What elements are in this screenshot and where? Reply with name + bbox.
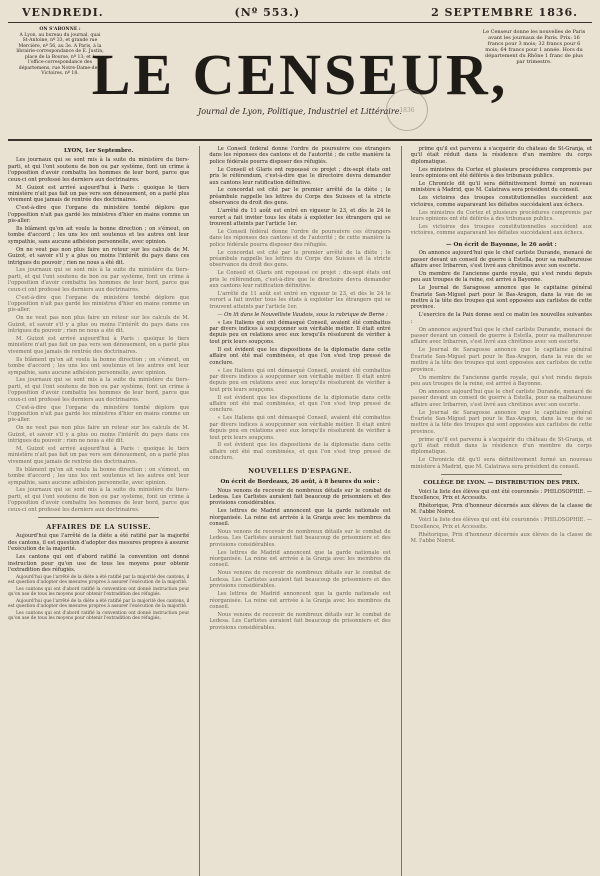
paragraph: L'exercice de la Paix donne seul ce matin les nouvelles suivantes :	[410, 312, 592, 325]
article-columns	[8, 146, 592, 876]
paragraph: Ils blâment qu'on ait voulu la bonne direction ; on s'émeut, on tombe d'accord ; les uns les ont soutenus et les autres ont leur sympathie, sans aucune adhésion personnelle, avec opinion.	[8, 466, 190, 486]
column-1	[8, 146, 189, 876]
paragraph: Les ministres du Cortez et plusieurs procédures compromis par leurs opinions ont été déférés à des tribunaux publics.	[410, 166, 592, 180]
paragraph: Les lettres de Madrid annoncent que la garde nationale est réorganisée. La reine est arrivée à la Granja avec les membres du conseil.	[209, 508, 391, 528]
newspaper-subtitle: Journal de Lyon, Politique, Industriel et Littéraire.	[198, 107, 402, 116]
paragraph: Ils blâment qu'on ait voulu la bonne direction ; on s'émeut, on tombe d'accord ; les uns les ont soutenus et les autres ont leur sympathie, sans aucune adhésion personnelle, avec opinion.	[8, 225, 190, 245]
paragraph: On annonce aujourd'hui que le chef carliste Durande, menacé de passer devant un conseil de guerre à Estella, pour sa malheureuse affaire avec Iribarren, s'est livré aux chrétinos avec son escorte.	[410, 388, 592, 408]
paragraph: Le Journal de Saragosse annonce que le capitaine général Évariste San-Miguel part pour le Bas-Aragon, dans la vue de se mettre à la tête des troupes qui sont opposées aux carlistes de cette province.	[410, 285, 592, 311]
subscription-text: A Lyon, au bureau du journal, quai St-Antoine, nº 33, et grande rue Mercière, nº 56, au 3e. A Paris, à la librairie-correspondance de E. Justin, place de la Bourse, nº 13; et à l'office-correspondance des départemens, rue Notre-Dame-des-Victoires, nº 18.	[16, 32, 104, 76]
paragraph: Le Conseil et Glaris ont repoussé ce projet ; dix-sept états ont pris le référendum, c'est-à-dire que le directoire devra demander aux cantons leur ratification définitive.	[209, 270, 391, 290]
section-heading-college: COLLÈGE DE LYON. — DISTRIBUTION DES PRIX.	[423, 480, 580, 487]
paragraph: Le concordat est cité par le premier arrêté de la diète ; le préambule rappelle les lettres du Corps des Suisses et la stricte observance du droit des gens.	[209, 187, 391, 207]
paragraph: Nous venons de recevoir de nombreux détails sur le combat de Ledesa. Les Carlistes auraient fait beaucoup de prisonniers et des provisions considérables.	[209, 487, 391, 507]
paragraph: Il est évident que les dispositions de la diplomatie dans cette affaire ont été mal combinées, et que l'on s'est trop pressé de conclure.	[209, 442, 391, 462]
divider	[441, 474, 562, 475]
italic-intro: — On lit dans le Nouvelliste Vaudois, sous la rubrique de Berne :	[217, 311, 388, 318]
price-info: Le Censeur donne les nouvelles de Paris avant les journaux de Paris. Prix: 16 francs pour 3 mois; 32 francs pour 6 mois; 64 francs pour 1 année. Hors du département du Rhône 1 franc de plus par trimestre.	[482, 29, 586, 65]
paragraph: Le Journal de Saragosse annonce que le capitaine général Évariste San-Miguel part pour le Bas-Aragon, dans la vue de se mettre à la tête des troupes qui sont opposées aux carlistes de cette province.	[410, 347, 592, 373]
paragraph: Le Journal de Saragosse annonce que le capitaine général Évariste San-Miguel part pour le Bas-Aragon, dans la vue de se mettre à la tête des troupes qui sont opposées aux carlistes de cette province.	[410, 409, 592, 435]
footnote: Les cantons qui ont d'abord ratifié la convention ont donné instruction pour qu'on use de tous les moyens pour obtenir l'extradition des réfugiés.	[8, 586, 190, 597]
paragraph: M. Guizot est arrivé aujourd'hui à Paris : quoique le tiers ministère n'ait pas fait un pas vers son dénouement, on a parlé plus vivement que jamais de rentrée des doctrinaires.	[8, 445, 190, 465]
paragraph: Les victoires des troupes constitutionnelles succèdent aux victoires, comme auparavant les défaites succédaient aux échecs.	[410, 223, 592, 237]
paragraph: Ils blâment qu'on ait voulu la bonne direction ; on s'émeut, on tombe d'accord ; les uns les ont soutenus et les autres ont leur sympathie, sans aucune adhésion personnelle, avec opinion.	[8, 356, 190, 376]
paragraph: Le Conseil et Glaris ont repoussé ce projet ; dix-sept états ont pris le référendum, c'est-à-dire que le directoire devra demander aux cantons leur ratification définitive.	[209, 166, 391, 186]
paragraph: On ne veut pas non plus faire un retour sur les calculs de M. Guizot, et savoir s'il y a plus ou moins l'intérêt du pays dans ces intrigues du pouvoir ; rien ne nous a été dit.	[8, 425, 190, 445]
paragraph: Les journaux qui se sont mis à la suite du ministère du tiers-parti, et qui l'ont soutenu de bon ou par système, font un crime à l'opposition d'avoir combattu les hommes de leur bord, parce que ceux-ci ont professé les derniers aux doctrinaires.	[8, 377, 190, 403]
paragraph: « Les Italiens qui ont démasqué Conseil, avaient été combattus par divers indices à soupçonner son véritable métier. Il était entré depuis peu en relations avec eux lorsqu'ils résolurent de vérifier à tout prix leurs soupçons.	[209, 415, 391, 441]
section-subheading: On écrit de Bordeaux, 26 août, à 8 heures du soir :	[220, 479, 380, 486]
paragraph: « Les Italiens qui ont démasqué Conseil, avaient été combattus par divers indices à soupçonner son véritable métier. Il était entré depuis peu en relations avec eux lorsqu'ils résolurent de vérifier à tout prix leurs soupçons.	[209, 367, 391, 393]
subscription-label: ON S'ABONNE :	[39, 27, 81, 32]
paragraph: Les journaux qui se sont mis à la suite du ministère du tiers-parti, et qui l'ont soutenu de bon ou par système, font un crime à l'opposition d'avoir combattu les hommes de leur bord, parce que ceux-ci ont professé les derniers aux doctrinaires.	[8, 267, 190, 293]
paragraph: L'arrêté du 11 août est entré en vigueur le 23, et dès le 24 le vorort a fait inviter tous les états à exploiter les étrangers qui se trouvent atteints par l'article 1er.	[209, 291, 391, 310]
paragraph: Les ministres du Cortez et plusieurs procédures compromis par leurs opinions ont été déférés à des tribunaux publics.	[410, 209, 592, 223]
footnote: Les cantons qui ont d'abord ratifié la convention ont donné instruction pour qu'on use de tous les moyens pour obtenir l'extradition des réfugiés.	[8, 610, 190, 621]
masthead	[8, 23, 592, 141]
top-bar	[8, 6, 592, 23]
paragraph: Les lettres de Madrid annoncent que la garde nationale est réorganisée. La reine est arrivée à la Granja avec les membres du conseil.	[209, 591, 391, 610]
paragraph: C'est-à-dire que l'organe du ministère tombé déplore que l'opposition n'ait pas gardé les ministres d'hier en mains comme un pis-aller.	[8, 404, 190, 424]
paragraph: Le Conseil fédéral donne l'ordre de poursuivre ces étrangers dans les réponses des cantons et de l'autorité ; de cette manière la police fédérale pourra disposer des réfugiés.	[209, 146, 391, 165]
paragraph: On annonce aujourd'hui que le chef carliste Durande, menacé de passer devant un conseil de guerre à Estella, pour sa malheureuse affaire avec Iribarren, s'est livré aux chrétinos avec son escorte.	[410, 326, 592, 346]
newspaper-title: LE CENSEUR,	[91, 42, 509, 107]
paragraph: Un membre de l'ancienne garde royale, qui s'est rendu depuis peu aux troupes de la reine, est arrivé à Bayonne.	[410, 270, 592, 284]
weekday: VENDREDI.	[22, 6, 104, 19]
paragraph: Nous venons de recevoir de nombreux détails sur le combat de Ledesa. Les Carlistes auraient fait beaucoup de prisonniers et des provisions considérables.	[209, 570, 391, 590]
paragraph: C'est-à-dire que l'organe du ministère tombé déplore que l'opposition n'ait pas gardé les ministres d'hier en mains comme un pis-aller.	[8, 294, 190, 314]
paragraph: Il est évident que les dispositions de la diplomatie dans cette affaire ont été mal combinées, et que l'on s'est trop pressé de conclure.	[209, 346, 391, 366]
column-2	[199, 146, 390, 876]
paragraph: On ne veut pas non plus faire un retour sur les calculs de M. Guizot, et savoir s'il y a plus ou moins l'intérêt du pays dans ces intrigues du pouvoir ; rien ne nous a été dit.	[8, 315, 190, 335]
footnote: Aujourd'hui que l'arrêté de la diète a été ratifié par la majorité des cantons, il est question d'adopter des mesures propres à assurer l'exécution de la majorité.	[8, 574, 190, 586]
stamp-text: 1836	[399, 106, 415, 114]
paragraph: M. Guizot est arrivé aujourd'hui à Paris : quoique le tiers ministère n'ait pas fait un pas vers son dénouement, on a parlé plus vivement que jamais de rentrée des doctrinaires.	[8, 184, 190, 204]
paragraph: Il est évident que les dispositions de la diplomatie dans cette affaire ont été mal combinées, et que l'on s'est trop pressé de conclure.	[209, 394, 391, 414]
divider	[38, 517, 159, 518]
paragraph: Nous venons de recevoir de nombreux détails sur le combat de Ledesa. Les Carlistes auraient fait beaucoup de prisonniers et des provisions considérables.	[209, 611, 391, 631]
paragraph: Aujourd'hui que l'arrêté de la diète a été ratifié par la majorité des cantons, il est question d'adopter des mesures propres à assurer l'exécution de la majorité.	[8, 533, 190, 553]
paragraph: Un membre de l'ancienne garde royale, qui s'est rendu depuis peu aux troupes de la reine, est arrivé à Bayonne.	[410, 374, 592, 387]
paragraph: On annonce aujourd'hui que le chef carliste Durande, menacé de passer devant un conseil de guerre à Estella, pour sa malheureuse affaire avec Iribarren, s'est livré aux chrétinos avec son escorte.	[410, 250, 592, 269]
paragraph: M. Guizot est arrivé aujourd'hui à Paris : quoique le tiers ministère n'ait pas fait un pas vers son dénouement, on a parlé plus vivement que jamais de rentrée des doctrinaires.	[8, 335, 190, 355]
paragraph: Les cantons qui ont d'abord ratifié la convention ont donné instruction pour qu'on use de tous les moyens pour obtenir l'extradition des réfugiés.	[8, 554, 190, 573]
column-3	[401, 146, 592, 876]
paragraph: Le Conseil fédéral donne l'ordre de poursuivre ces étrangers dans les réponses des cantons et de l'autorité ; de cette manière la police fédérale pourra disposer des réfugiés.	[209, 228, 391, 248]
paragraph: Le Chronicle dit qu'il sera définitivement formé un nouveau ministère à Madrid, que M. Calatrava sera président du conseil.	[410, 181, 592, 194]
footnote: Aujourd'hui que l'arrêté de la diète a été ratifié par la majorité des cantons, il est question d'adopter des mesures propres à assurer l'exécution de la majorité.	[8, 598, 190, 609]
issue-number: (Nº 553.)	[234, 6, 301, 19]
paragraph: Nous venons de recevoir de nombreux détails sur le combat de Ledesa. Les Carlistes auraient fait beaucoup de prisonniers et des provisions considérables.	[209, 528, 391, 548]
paragraph: prime qu'il est parvenu à s'acquérir du château de St-Granja, et qu'il était réduit dans la résidence d'un membre du corps diplomatique.	[410, 146, 592, 165]
paragraph: L'arrêté du 11 août est entré en vigueur le 23, et dès le 24 le vorort a fait inviter tous les états à exploiter les étrangers qui se trouvent atteints par l'article 1er.	[209, 208, 391, 227]
paragraph: Le concordat est cité par le premier arrêté de la diète ; le préambule rappelle les lettres du Corps des Suisses et la stricte observance du droit des gens.	[209, 249, 391, 269]
paragraph: prime qu'il est parvenu à s'acquérir du château de St-Granja, et qu'il était réduit dans la résidence d'un membre du corps diplomatique.	[410, 436, 592, 456]
paragraph: Les journaux qui se sont mis à la suite du ministère du tiers-parti, et qui l'ont soutenu de bon ou par système, font un crime à l'opposition d'avoir combattu les hommes de leur bord, parce que ceux-ci ont professé les derniers aux doctrinaires.	[8, 487, 190, 513]
paragraph: Le Chronicle dit qu'il sera définitivement formé un nouveau ministère à Madrid, que M. Calatrava sera président du conseil.	[410, 457, 592, 470]
paragraph: « Les Italiens qui ont démasqué Conseil, avaient été combattus par divers indices à soupçonner son véritable métier. Il était entré depuis peu en relations avec eux lorsqu'ils résolurent de vérifier à tout prix leurs soupçons.	[209, 319, 391, 345]
paragraph: On ne veut pas non plus faire un retour sur les calculs de M. Guizot, et savoir s'il y a plus ou moins l'intérêt du pays dans ces intrigues du pouvoir ; rien ne nous a été dit.	[8, 246, 190, 266]
section-heading-suisse: AFFAIRES DE LA SUISSE.	[46, 523, 152, 532]
section-subheading-bayonne: — On écrit de Bayonne, le 26 août :	[445, 241, 557, 248]
paragraph: Rhétorique, Prix d'honneur décernés aux élèves de la classe de M. l'abbé Noirot.	[410, 531, 592, 544]
dateline: LYON, 1er Septembre.	[63, 148, 134, 154]
paragraph: Les journaux qui se sont mis à la suite du ministère du tiers-parti, et qui l'ont soutenu de bon ou par système, font un crime à l'opposition d'avoir combattu les hommes de leur bord, parce que ceux-ci ont professé les derniers aux doctrinaires.	[8, 157, 190, 183]
paragraph: C'est-à-dire que l'organe du ministère tombé déplore que l'opposition n'ait pas gardé les ministres d'hier en mains comme un pis-aller.	[8, 205, 190, 225]
paragraph: Les victoires des troupes constitutionnelles succèdent aux victoires, comme auparavant les défaites succédaient aux échecs.	[410, 195, 592, 208]
paragraph: Rhétorique, Prix d'honneur décernés aux élèves de la classe de M. l'abbé Noirot.	[410, 502, 592, 516]
section-heading-espagne: NOUVELLES D'ESPAGNE.	[248, 466, 352, 475]
issue-date: 2 SEPTEMBRE 1836.	[431, 6, 578, 19]
paragraph: Voici la liste des élèves qui ont été couronnés : PHILOSOPHIE. — Excellence, Prix et Accessits.	[410, 517, 592, 530]
paragraph: Voici la liste des élèves qui ont été couronnés : PHILOSOPHIE. — Excellence, Prix et Accessits.	[410, 488, 592, 501]
paragraph: Les lettres de Madrid annoncent que la garde nationale est réorganisée. La reine est arrivée à la Granja avec les membres du conseil.	[209, 549, 391, 569]
